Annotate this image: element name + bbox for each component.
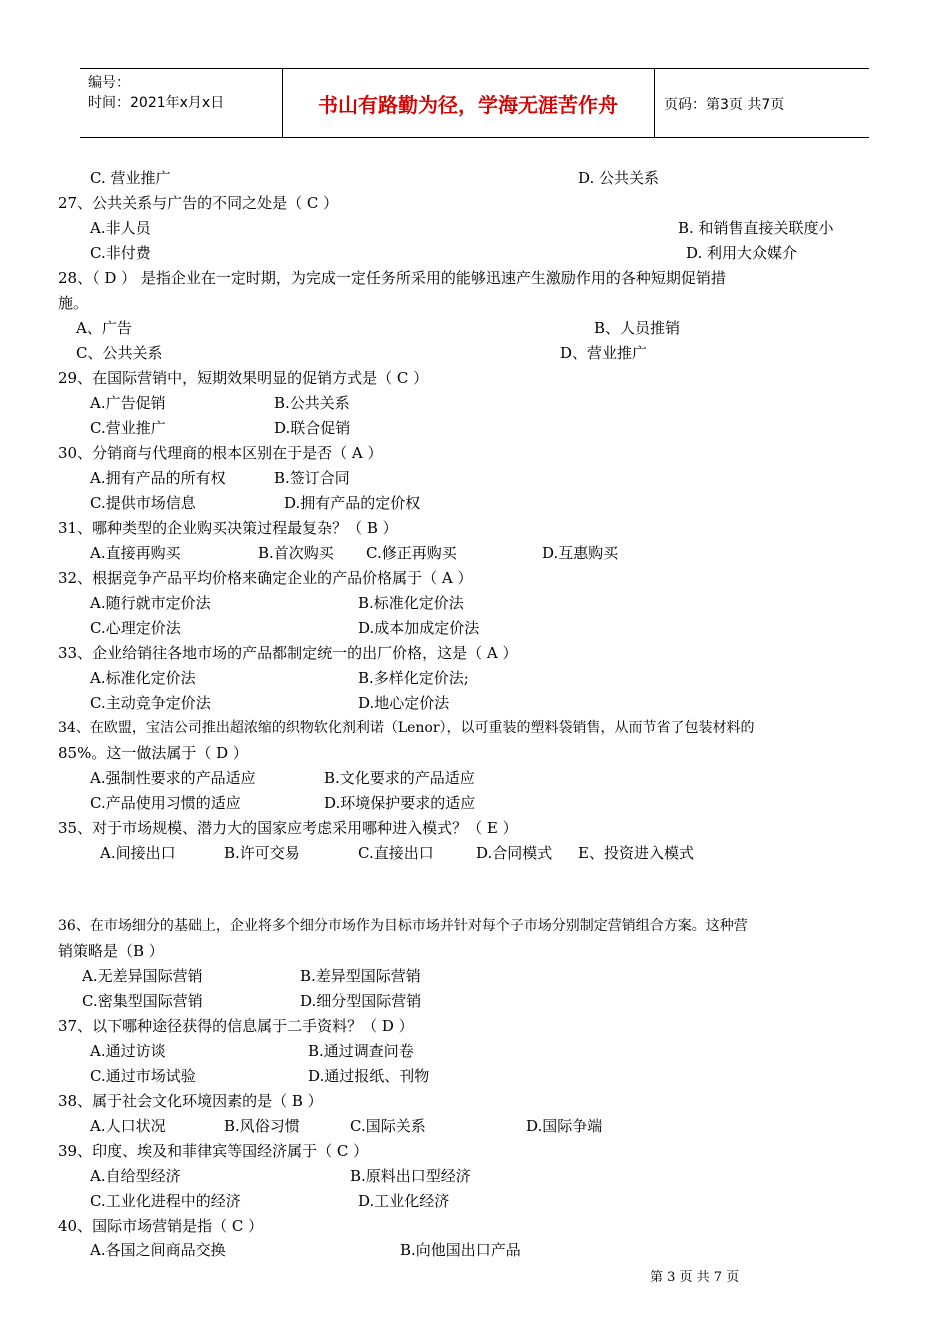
question-line: 34、在欧盟，宝洁公司推出超浓缩的织物软化剂利诺（Lenor），以可重装的塑料袋销售，从而节省了包装材料的 xyxy=(58,720,755,736)
option-line: E、投资进入模式 xyxy=(578,844,694,862)
option-line: A.人口状况 xyxy=(90,1117,166,1135)
option-line: C.修正再购买 xyxy=(366,544,457,562)
option-line: A.直接再购买 xyxy=(90,544,181,562)
option-line: C.产品使用习惯的适应 xyxy=(90,794,241,812)
page-footer: 第 3 页 共 7 页 xyxy=(650,1270,740,1285)
option-line: B.许可交易 xyxy=(224,844,300,862)
option-line: D.环境保护要求的适应 xyxy=(324,794,476,812)
option-line: C. 营业推广 xyxy=(90,169,171,187)
question-line: 38、属于社会文化环境因素的是（ B ） xyxy=(58,1092,323,1110)
option-line: A.无差异国际营销 xyxy=(82,967,203,985)
option-line: A.间接出口 xyxy=(100,844,176,862)
question-line: 31、哪种类型的企业购买决策过程最复杂？（ B ） xyxy=(58,519,398,537)
option-line: D.地心定价法 xyxy=(358,694,450,712)
option-line: D.合同模式 xyxy=(476,844,553,862)
option-line: B.多样化定价法; xyxy=(358,669,469,687)
option-line: B.向他国出口产品 xyxy=(400,1241,521,1259)
question-line: 40、国际市场营销是指（ C ） xyxy=(58,1217,264,1235)
option-line: B.原料出口型经济 xyxy=(350,1167,471,1185)
option-line: D.互惠购买 xyxy=(542,544,619,562)
option-line: D.国际争端 xyxy=(526,1117,603,1135)
option-line: B.签订合同 xyxy=(274,469,350,487)
header-divider-right xyxy=(654,69,655,137)
option-line: D.成本加成定价法 xyxy=(358,619,480,637)
option-line: C.营业推广 xyxy=(90,419,166,437)
option-line: B.文化要求的产品适应 xyxy=(324,769,475,787)
header-left-cell xyxy=(88,73,224,113)
question-line: 33、企业给销往各地市场的产品都制定统一的出厂价格，这是（ A ） xyxy=(58,644,518,662)
header-motto: 书山有路勤为径，学海无涯苦作舟 xyxy=(318,92,618,117)
option-line: C.直接出口 xyxy=(358,844,434,862)
option-line: A.标准化定价法 xyxy=(90,669,196,687)
question-line: 销策略是（B ） xyxy=(58,942,164,960)
option-line: C.通过市场试验 xyxy=(90,1067,196,1085)
option-line: A.非人员 xyxy=(90,219,151,237)
option-line: D. 公共关系 xyxy=(578,169,660,187)
option-line: A.强制性要求的产品适应 xyxy=(90,769,256,787)
option-line: D.通过报纸、刊物 xyxy=(308,1067,430,1085)
option-line: C.工业化进程中的经济 xyxy=(90,1192,241,1210)
question-line: 85%。这一做法属于（ D ） xyxy=(58,744,248,762)
option-line: D、营业推广 xyxy=(560,344,648,362)
option-line: D.细分型国际营销 xyxy=(300,992,422,1010)
option-line: B.首次购买 xyxy=(258,544,334,562)
option-line: B. 和销售直接关联度小 xyxy=(678,219,834,237)
option-line: B.标准化定价法 xyxy=(358,594,464,612)
option-line: C.国际关系 xyxy=(350,1117,426,1135)
question-line: 36、在市场细分的基础上，企业将多个细分市场作为目标市场并针对每个子市场分别制定营销组合方案。这种营 xyxy=(58,918,748,934)
question-line: 施。 xyxy=(58,294,89,312)
option-line: C、公共关系 xyxy=(76,344,163,362)
serial-label: 编号： xyxy=(88,75,130,91)
option-line: D.工业化经济 xyxy=(358,1192,450,1210)
option-line: A.随行就市定价法 xyxy=(90,594,211,612)
question-line: 35、对于市场规模、潜力大的国家应考虑采用哪种进入模式？（ E ） xyxy=(58,819,518,837)
option-line: D. 利用大众媒介 xyxy=(686,244,798,262)
option-line: A.广告促销 xyxy=(90,394,166,412)
option-line: A.拥有产品的所有权 xyxy=(90,469,226,487)
question-line: 30、分销商与代理商的根本区别在于是否（ A ） xyxy=(58,444,383,462)
option-line: B.差异型国际营销 xyxy=(300,967,421,985)
time-label: 时间：2021年x月x日 xyxy=(88,95,225,111)
question-line: 39、印度、埃及和菲律宾等国经济属于（ C ） xyxy=(58,1142,369,1160)
question-line: 32、根据竞争产品平均价格来确定企业的产品价格属于（ A ） xyxy=(58,569,473,587)
option-line: A.自给型经济 xyxy=(90,1167,181,1185)
question-line: 37、以下哪种途径获得的信息属于二手资料？（ D ） xyxy=(58,1017,414,1035)
option-line: A、广告 xyxy=(76,319,132,337)
option-line: B、人员推销 xyxy=(594,319,681,337)
option-line: B.风俗习惯 xyxy=(224,1117,300,1135)
option-line: C.心理定价法 xyxy=(90,619,181,637)
option-line: A.通过访谈 xyxy=(90,1042,166,1060)
question-line: 29、在国际营销中，短期效果明显的促销方式是（ C ） xyxy=(58,369,429,387)
question-line: 27、公共关系与广告的不同之处是（ C ） xyxy=(58,194,339,212)
page-header xyxy=(80,68,869,138)
option-line: B.通过调查问卷 xyxy=(308,1042,414,1060)
option-line: C.非付费 xyxy=(90,244,151,262)
header-page-label: 页码：第3页 共7页 xyxy=(664,97,785,113)
question-line: 28、（ D ） 是指企业在一定时期，为完成一定任务所采用的能够迅速产生激励作用的各种短期促销措 xyxy=(58,269,726,287)
option-line: C.密集型国际营销 xyxy=(82,992,203,1010)
option-line: C.主动竞争定价法 xyxy=(90,694,211,712)
option-line: B.公共关系 xyxy=(274,394,350,412)
option-line: D.拥有产品的定价权 xyxy=(284,494,421,512)
option-line: D.联合促销 xyxy=(274,419,351,437)
option-line: A.各国之间商品交换 xyxy=(90,1241,226,1259)
option-line: C.提供市场信息 xyxy=(90,494,196,512)
